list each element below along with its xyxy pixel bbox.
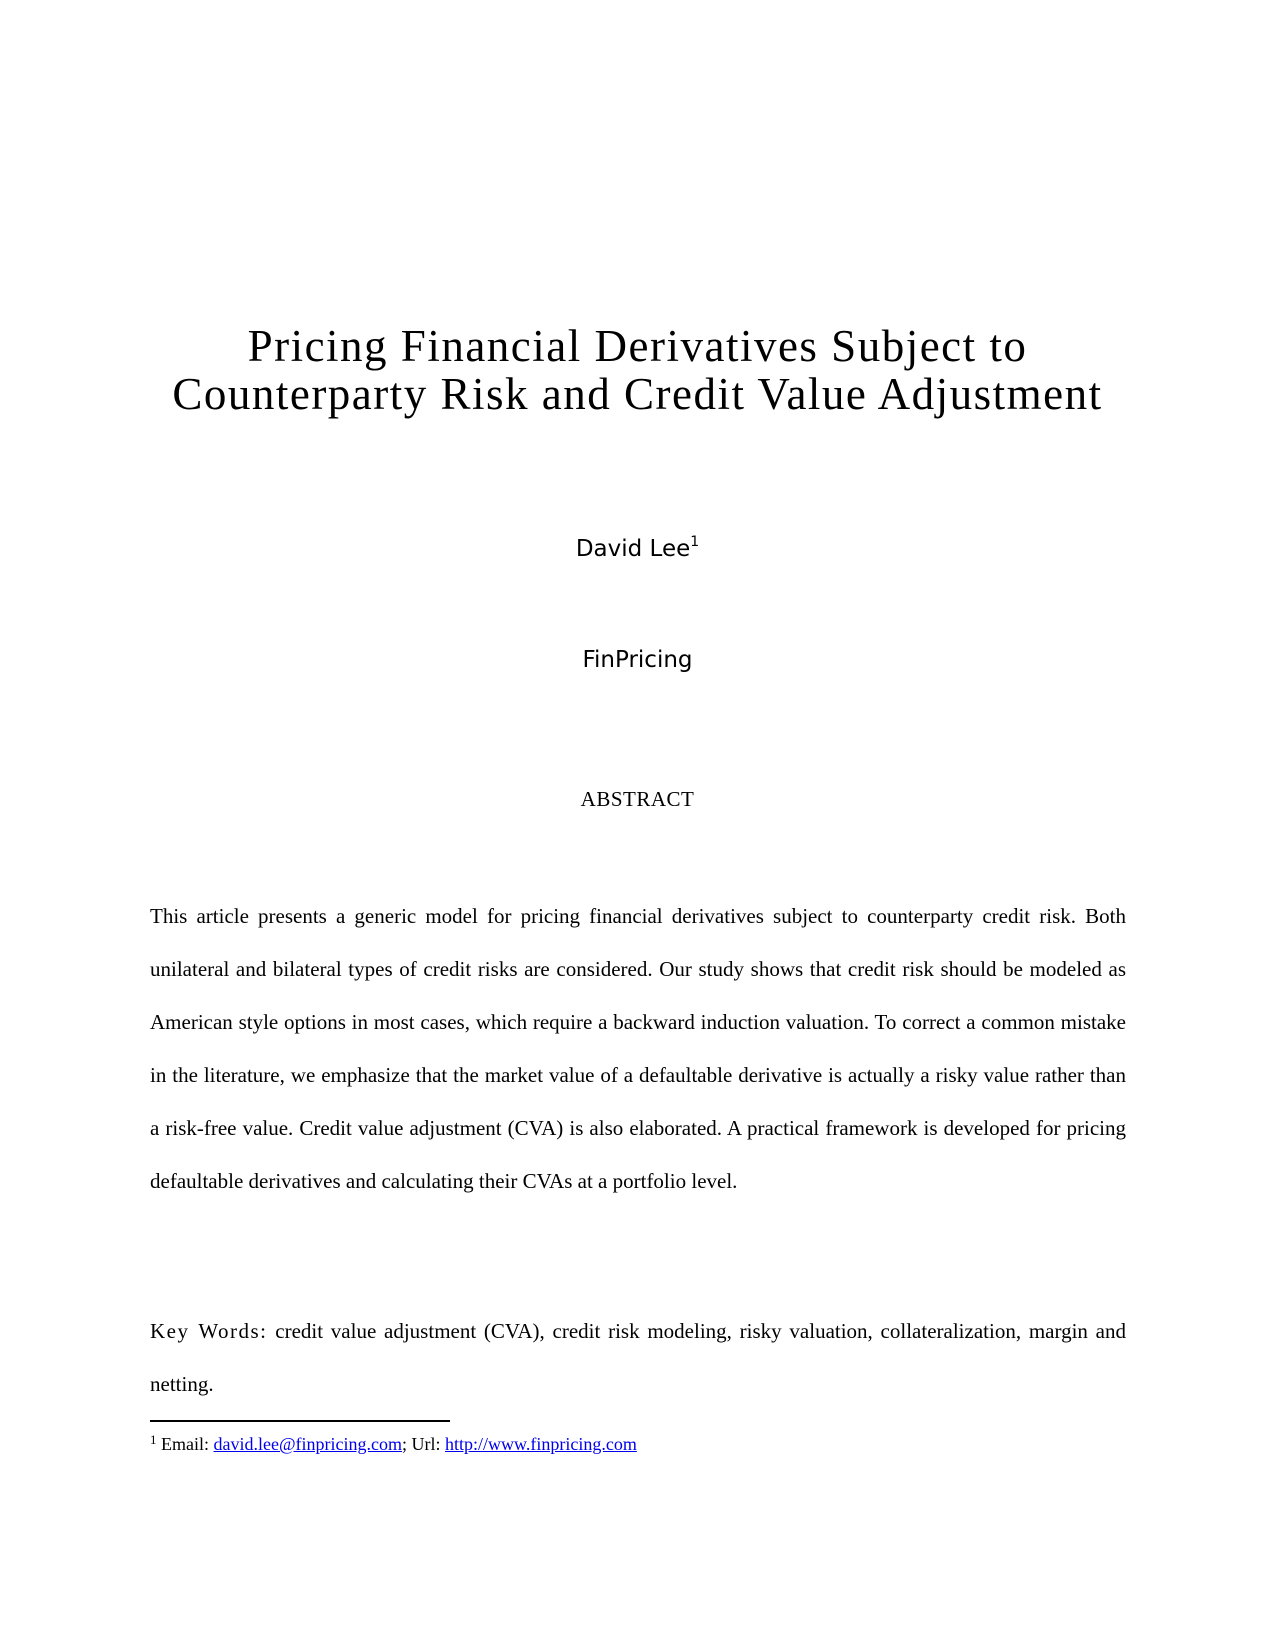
footnote-separator: ; [402, 1434, 408, 1454]
abstract-body: This article presents a generic model for pricing financial derivatives subject to counterparty credit risk. Both unilateral and bilateral types of credit risks are considered. Our study shows that credit risk should be modeled as American style options in most cases, which require a backward induction valuation. To correct a common mistake in the literature, we emphasize that the market value of a defaultable derivative is actually a risky value rather than a risk-free value. Credit value adjustment (CVA) is also elaborated. A practical framework is developed for pricing defaultable derivatives and calculating their CVAs at a portfolio level. [150, 904, 1126, 1193]
footnote-email-label: Email: [161, 1434, 209, 1454]
author [0, 534, 1275, 564]
paper-title-line-2: Counterparty Risk and Credit Value Adjustment [172, 369, 1103, 419]
email-link[interactable]: david.lee@finpricing.com [213, 1434, 403, 1454]
footnote [150, 1432, 1126, 1456]
keywords-text: credit value adjustment (CVA), credit risk modeling, risky valuation, collateralization, margin and netting. [150, 1319, 1126, 1396]
footnote-divider [150, 1420, 450, 1422]
footnote-mark: 1 [150, 1432, 157, 1447]
website-link[interactable]: http://www.finpricing.com [445, 1434, 637, 1454]
keywords [150, 1305, 1126, 1411]
paper-title [0, 322, 1275, 418]
footnote-url-label: Url: [411, 1434, 441, 1454]
affiliation: FinPricing [582, 647, 693, 673]
author-name: David Lee [575, 536, 691, 562]
paper-title-line-1: Pricing Financial Derivatives Subject to [247, 321, 1028, 371]
keywords-label: Key Words: [150, 1319, 268, 1343]
abstract-heading: ABSTRACT [580, 787, 695, 811]
author-footnote-mark: 1 [690, 534, 700, 550]
